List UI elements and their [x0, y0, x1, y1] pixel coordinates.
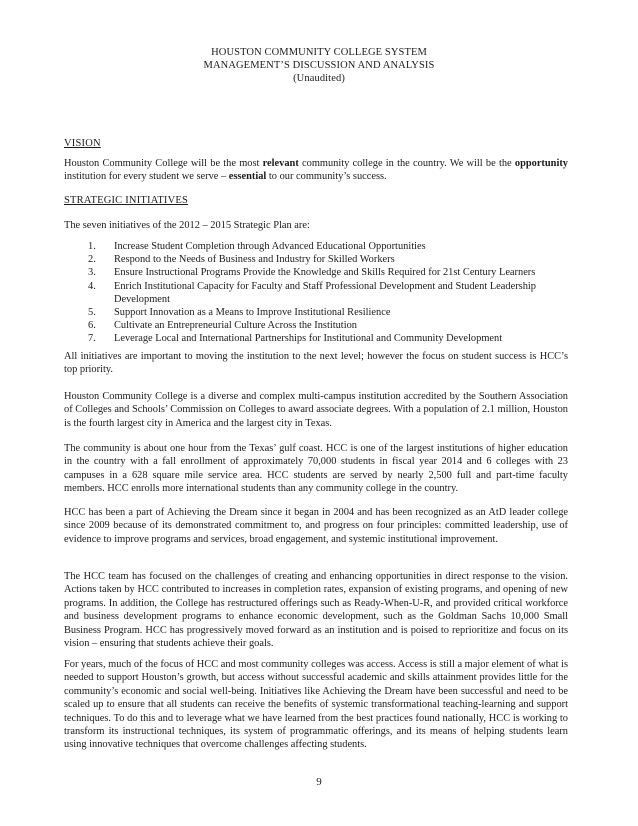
page-number: 9 [316, 776, 322, 788]
vision-text-2: community college in the country. We will be the [298, 158, 515, 169]
list-item-text: Ensure Instructional Programs Provide the Knowledge and Skills Required for 21st Century Learners [114, 267, 536, 279]
list-item-text: Increase Student Completion through Advanced Educational Opportunities [114, 241, 426, 252]
vision-text-1: Houston Community College will be the most [64, 158, 263, 169]
list-item-text: Leverage Local and International Partnerships for Institutional and Community Development [114, 333, 503, 345]
paragraph-access: For years, much of the focus of HCC and most community colleges was access. Access is still a major element of what is needed to support Houston’s growth, but access without successful academic and skills attainment provides little for the community’s economic and social well-being. Initiatives like Achieving the Dream have been successful and need to be scaled up to ensure that all students can receive the benefits of systemic transformational teaching-learning and support techniques. To do this and to leverage what we have learned from the best practices found nationally, HCC is working to transform its instructional techniques, its system of programmatic offerings, and its means of helping students learn using innovative techniques that overcome challenges affecting students. [64, 659, 568, 751]
strategic-intro: The seven initiatives of the 2012 – 2015 Strategic Plan are: [64, 220, 310, 231]
vision-heading: VISION [64, 138, 101, 149]
list-item-text: Respond to the Needs of Business and Industry for Skilled Workers [114, 254, 395, 266]
vision-bold-opportunity: opportunity [514, 158, 568, 169]
vision-bold-relevant: relevant [262, 158, 299, 169]
list-item [88, 280, 568, 306]
header-org-name: HOUSTON COMMUNITY COLLEGE SYSTEM [211, 47, 427, 58]
list-item [88, 266, 568, 279]
list-item-number: 7. [88, 333, 96, 345]
list-item [88, 253, 568, 266]
strategic-initiatives-heading: STRATEGIC INITIATIVES [64, 195, 189, 206]
strategic-initiatives-list [88, 240, 568, 346]
paragraph-achieving-the-dream: HCC has been a part of Achieving the Dream since it began in 2004 and has been recognized as an AtD leader college since 2009 because of its demonstrated commitment to, and progress on four principles: committed leadership, use of evidence to improve programs and services, broad engagement, and systemic institutional improvement. [64, 507, 568, 545]
document-header [0, 46, 638, 85]
list-item [88, 306, 568, 319]
vision-text-3: institution for every student we serve – [64, 171, 229, 183]
paragraph-priorities: All initiatives are important to moving the institution to the next level; however the focus on student success is HCC’s top priority. [64, 351, 568, 376]
list-item-number: 6. [88, 320, 96, 332]
list-item-number: 2. [88, 254, 96, 266]
vision-bold-essential: essential [228, 171, 267, 183]
vision-text-4: to our community’s success. [266, 171, 387, 183]
list-item-number: 5. [88, 307, 96, 319]
vision-paragraph [64, 157, 568, 184]
paragraph-community: The community is about one hour from the Texas’ gulf coast. HCC is one of the largest institutions of higher education in the country with a fall enrollment of approximately 70,000 students in fiscal year 2014 and 6 colleges with 23 campuses in a 628 square mile service area. HCC students are served by nearly 2,500 full and part-time faculty members. HCC enrolls more international students than any community college in the country. [64, 443, 568, 495]
header-section-title: MANAGEMENT’S DISCUSSION AND ANALYSIS [203, 60, 435, 71]
list-item [88, 332, 568, 345]
list-item-number: 4. [88, 280, 96, 292]
paragraph-hcc-team: The HCC team has focused on the challenges of creating and enhancing opportunities in direct response to the vision. Actions taken by HCC contributed to increases in completion rates, expansion of existing programs, and opening of new programs. In addition, the College has restructured offerings such as Ready-When-U-R, and provided critical workforce and business development programs to enhance economic development, such as the Goldman Sachs 10,000 Small Business Program. HCC has progressively moved forward as an institution and is poised to reprioritize and focus on its vision – ensuring that students achieve their goals. [64, 571, 568, 650]
list-item-text: Enrich Institutional Capacity for Faculty and Staff Professional Development and Student Leadership Development [114, 280, 536, 305]
list-item [88, 240, 568, 253]
paragraph-institution: Houston Community College is a diverse and complex multi-campus institution accredited by the Southern Association of Colleges and Schools’ Commission on Colleges to award associate degrees. With a population of 2.1 million, Houston is the fourth largest city in America and the largest city in Texas. [64, 391, 568, 429]
list-item-text: Cultivate an Entrepreneurial Culture Across the Institution [114, 320, 357, 332]
list-item [88, 319, 568, 332]
list-item-number: 3. [88, 267, 96, 279]
header-unaudited-note: (Unaudited) [293, 73, 345, 84]
list-item-number: 1. [88, 241, 96, 252]
list-item-text: Support Innovation as a Means to Improve Institutional Resilience [114, 307, 391, 319]
